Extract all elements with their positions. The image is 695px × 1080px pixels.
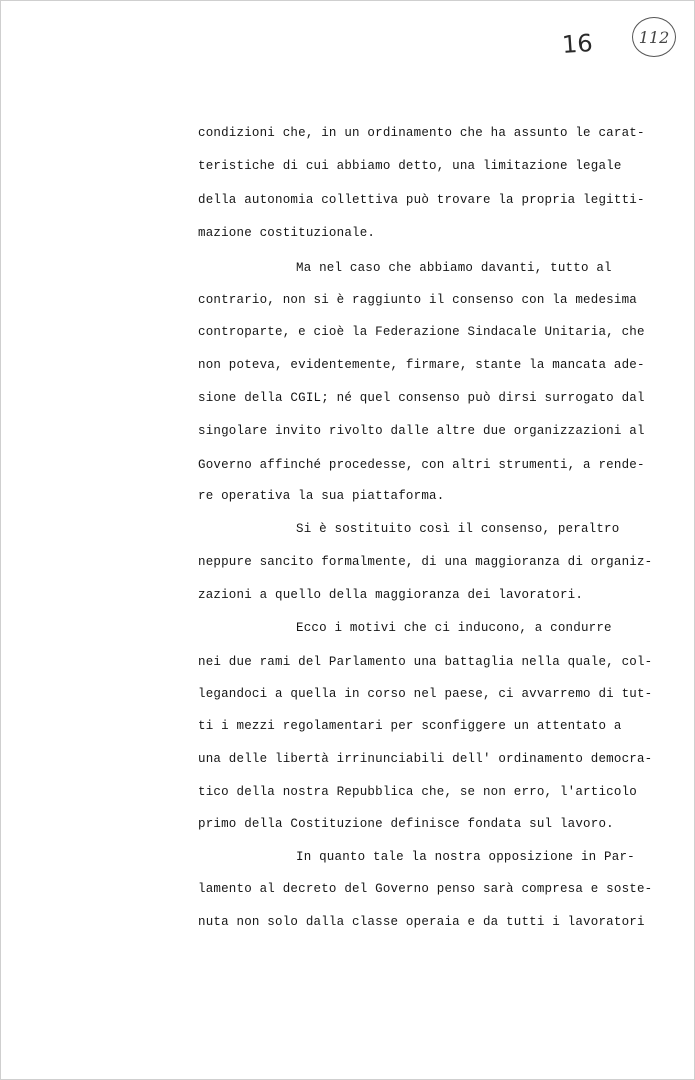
text-line: singolare invito rivolto dalle altre due organizzazioni al: [198, 424, 645, 438]
text-line: Ma nel caso che abbiamo davanti, tutto al: [296, 261, 612, 275]
text-line: zazioni a quello della maggioranza dei lavoratori.: [198, 588, 584, 602]
text-line: re operativa la sua piattaforma.: [198, 489, 445, 503]
text-line: In quanto tale la nostra opposizione in Par-: [296, 850, 635, 864]
text-line: tico della nostra Repubblica che, se non erro, l'articolo: [198, 785, 637, 799]
text-line: neppure sancito formalmente, di una maggioranza di organiz-: [198, 555, 653, 569]
text-line: primo della Costituzione definisce fondata sul lavoro.: [198, 817, 614, 831]
text-line: contrario, non si è raggiunto il consenso con la medesima: [198, 293, 637, 307]
text-line: Governo affinché procedesse, con altri strumenti, a rende-: [198, 458, 645, 472]
text-line: lamento al decreto del Governo penso sarà compresa e soste-: [198, 882, 653, 896]
text-line: Si è sostituito così il consenso, peraltro: [296, 522, 620, 536]
text-line: nuta non solo dalla classe operaia e da tutti i lavoratori: [198, 915, 645, 929]
archive-stamp-icon: 112: [632, 17, 676, 57]
text-line: sione della CGIL; né quel consenso può dirsi surrogato dal: [198, 391, 645, 405]
text-line: non poteva, evidentemente, firmare, stante la mancata ade-: [198, 358, 645, 372]
text-line: controparte, e cioè la Federazione Sindacale Unitaria, che: [198, 325, 645, 339]
text-line: teristiche di cui abbiamo detto, una limitazione legale: [198, 159, 622, 173]
text-line: nei due rami del Parlamento una battaglia nella quale, col-: [198, 655, 653, 669]
handwritten-page-number: 16: [561, 28, 594, 60]
text-line: ti i mezzi regolamentari per sconfiggere un attentato a: [198, 719, 622, 733]
text-line: condizioni che, in un ordinamento che ha assunto le carat-: [198, 126, 645, 140]
text-line: Ecco i motivi che ci inducono, a condurre: [296, 621, 612, 635]
text-line: una delle libertà irrinunciabili dell' ordinamento democra-: [198, 752, 653, 766]
text-line: legandoci a quella in corso nel paese, ci avvarremo di tut-: [198, 687, 653, 701]
text-line: mazione costituzionale.: [198, 226, 376, 240]
text-line: della autonomia collettiva può trovare la propria legitti-: [198, 193, 645, 207]
